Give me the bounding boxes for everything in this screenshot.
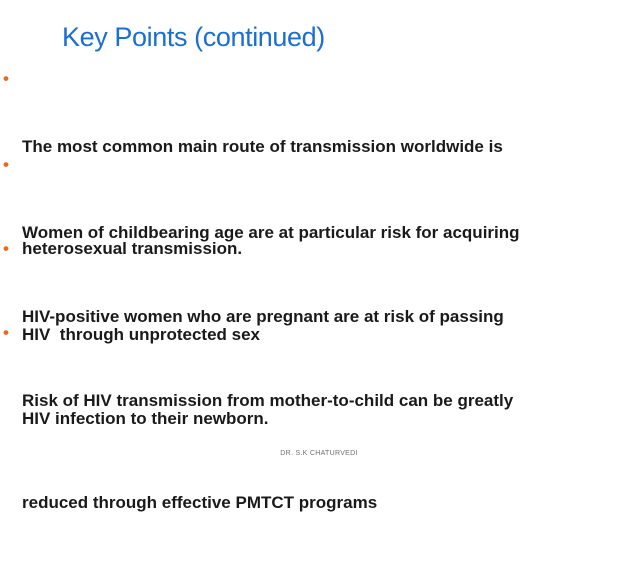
slide-title: Key Points (continued): [62, 22, 325, 52]
bullet-text-line: HIV-positive women who are pregnant are at risk of passing: [22, 307, 504, 326]
bullet-text-line: reduced through effective PMTCT programs: [22, 493, 378, 512]
bullet-text-line: heterosexual transmission.: [22, 239, 243, 258]
footer-author: DR. S.K CHATURVEDI: [280, 450, 358, 457]
bullet-text-line: HIV through unprotected sex: [22, 325, 261, 344]
bullet-marker: •: [3, 155, 9, 174]
bullet-text-line: Risk of HIV transmission from mother-to-child can be greatly: [22, 391, 514, 410]
bullet-marker: •: [3, 239, 9, 258]
bullet-text-line: Women of childbearing age are at particular risk for acquiring: [22, 223, 520, 242]
bullet-marker: •: [3, 69, 9, 88]
bullet-marker: •: [3, 323, 9, 342]
bullet-text-line: HIV infection to their newborn.: [22, 409, 269, 428]
bullet-text-line: The most common main route of transmission worldwide is: [22, 137, 503, 156]
